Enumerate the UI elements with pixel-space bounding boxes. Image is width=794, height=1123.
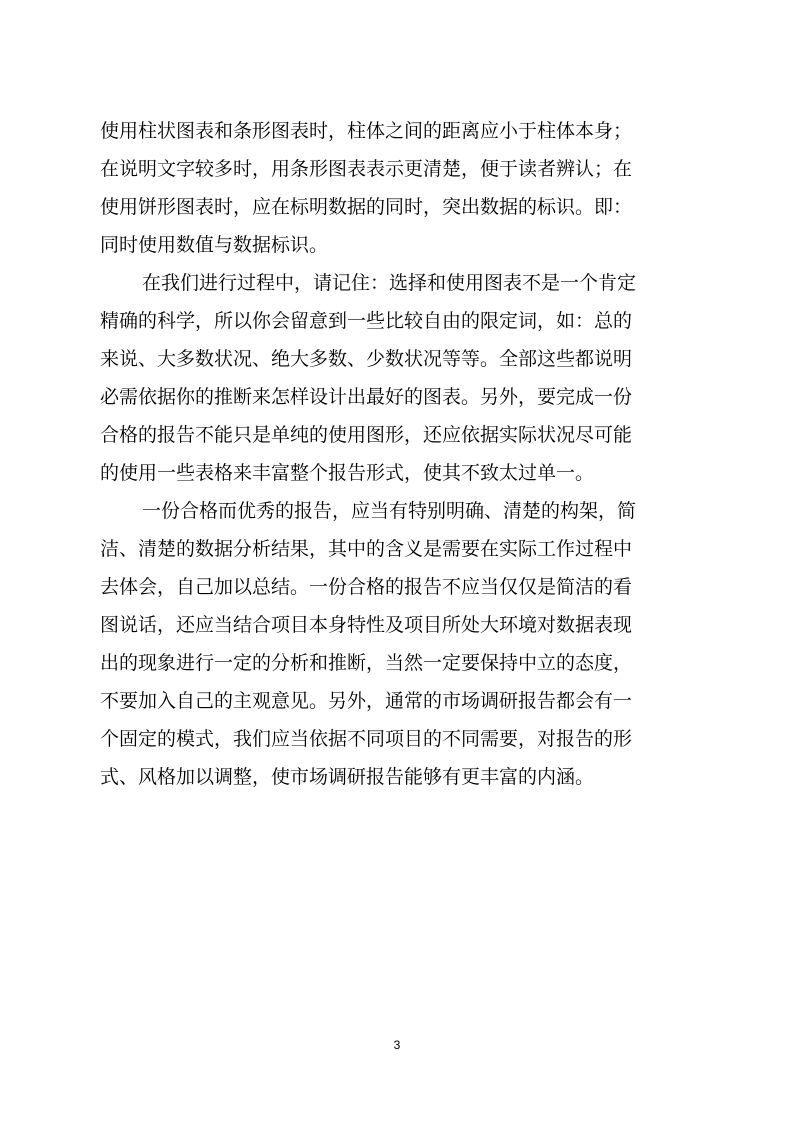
text-line: 在说明文字较多时，用条形图表表示更清楚，便于读者辨认；在 [100,158,633,180]
text-line: 出的现象进行一定的分析和推断，当然一定要保持中立的态度， [100,652,633,674]
text-line: 式、风格加以调整，使市场调研报告能够有更丰富的内涵。 [100,766,595,788]
text-line: 图说话，还应当结合项目本身特性及项目所处大环境对数据表现 [100,614,633,636]
text-line: 在我们进行过程中，请记住：选择和使用图表不是一个肯定 [142,272,637,294]
text-line: 精确的科学，所以你会留意到一些比较自由的限定词，如：总的 [100,310,633,332]
text-line: 洁、清楚的数据分析结果，其中的含义是需要在实际工作过程中 [100,538,633,560]
text-line: 来说、大多数状况、绝大多数、少数状况等等。全部这些都说明 [100,348,633,370]
text-line: 不要加入自己的主观意见。另外，通常的市场调研报告都会有一 [100,690,633,712]
text-line: 去体会，自己加以总结。一份合格的报告不应当仅仅是简洁的看 [100,576,633,598]
text-line: 必需依据你的推断来怎样设计出最好的图表。另外，要完成一份 [100,386,633,408]
text-line: 的使用一些表格来丰富整个报告形式，使其不致太过单一。 [100,462,595,484]
text-line: 使用饼形图表时，应在标明数据的同时，突出数据的标识。即： [100,196,633,218]
text-line: 同时使用数值与数据标识。 [100,234,329,256]
text-line: 使用柱状图表和条形图表时，柱体之间的距离应小于柱体本身； [100,120,633,142]
text-line: 合格的报告不能只是单纯的使用图形，还应依据实际状况尽可能 [100,424,633,446]
text-line: 一份合格而优秀的报告，应当有特别明确、清楚的构架，简 [142,500,637,522]
page-number: 3 [393,1038,401,1052]
text-line: 个固定的模式，我们应当依据不同项目的不同需要，对报告的形 [100,728,633,750]
body-text [100,112,696,796]
